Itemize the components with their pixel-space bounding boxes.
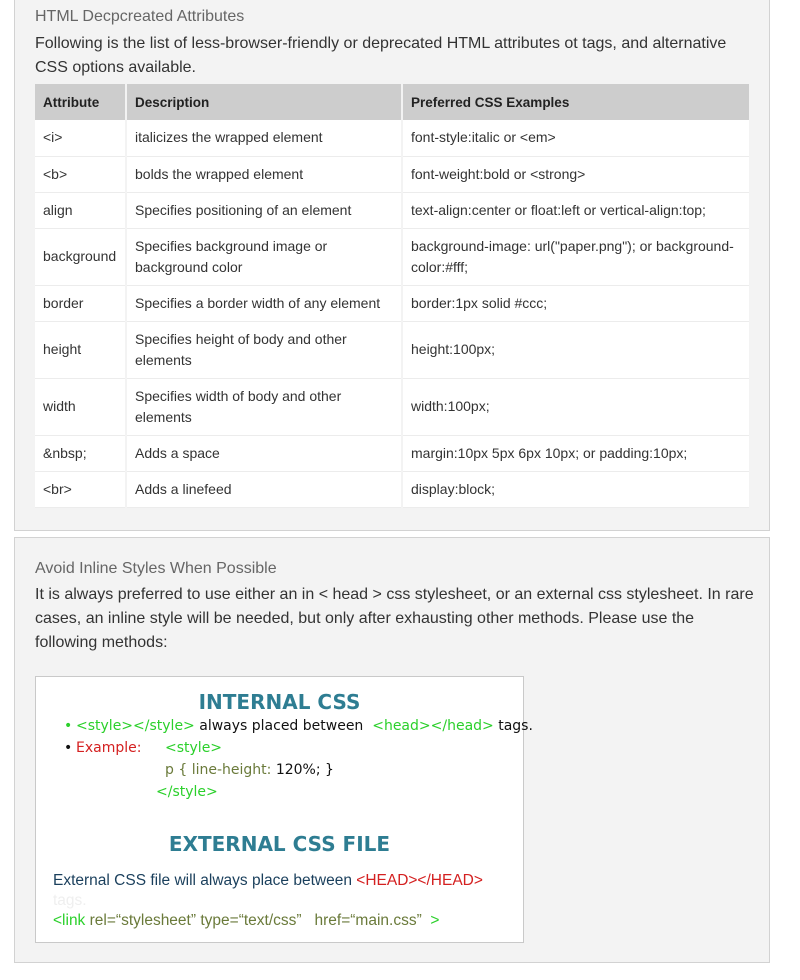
table-row [35, 156, 749, 192]
cell-css-example: width:100px; [402, 378, 749, 435]
cell-attribute: <b> [35, 156, 126, 192]
link-close: > [430, 912, 440, 929]
section-title: Avoid Inline Styles When Possible [35, 560, 277, 577]
cell-description: Specifies a border width of any element [126, 285, 402, 321]
section-intro: It is always preferred to use either an in < head > css stylesheet, or an external css stylesheet. In rare cases, an inline style will be needed, but only after exhausting other methods. Please use the following methods: [35, 586, 754, 651]
link-rel-value: “stylesheet” [115, 912, 197, 929]
cell-attribute: background [35, 228, 126, 285]
link-open: <link [53, 912, 86, 929]
external-text: External CSS file will always place between [53, 872, 352, 889]
column-header-attribute: Attribute [35, 84, 126, 120]
cell-description: Specifies width of body and other elements [126, 378, 402, 435]
bullet-text: always placed between [199, 718, 364, 734]
table-row [35, 228, 749, 285]
style-tag: <style></style> [76, 718, 195, 734]
external-description [53, 872, 483, 890]
section-intro: Following is the list of less-browser-friendly or deprecated HTML attributes ot tags, and alternative CSS options available. [35, 35, 727, 76]
cell-css-example: font-style:italic or <em> [402, 120, 749, 156]
table-row [35, 285, 749, 321]
cell-description: Specifies positioning of an element [126, 192, 402, 228]
cell-attribute: border [35, 285, 126, 321]
cell-attribute: <br> [35, 471, 126, 507]
table-row [35, 120, 749, 156]
cell-attribute: width [35, 378, 126, 435]
table-row [35, 192, 749, 228]
cell-css-example: text-align:center or float:left or vertical-align:top; [402, 192, 749, 228]
example-style-close: </style> [156, 784, 218, 800]
cell-css-example: margin:10px 5px 6px 10px; or padding:10px; [402, 435, 749, 471]
example-style-open: <style> [165, 740, 223, 756]
table-row [35, 378, 749, 435]
head-tag: <head></head> [372, 718, 494, 734]
example-property: line-height: [191, 762, 272, 778]
example-selector: p { [165, 762, 188, 778]
link-tag-example [53, 912, 439, 930]
cell-css-example: border:1px solid #ccc; [402, 285, 749, 321]
cell-attribute: align [35, 192, 126, 228]
bullet-icon: • [64, 718, 73, 734]
internal-css-heading: INTERNAL CSS [198, 690, 361, 714]
table-row [35, 435, 749, 471]
link-type-value: “text/css” [238, 912, 302, 929]
external-css-heading: EXTERNAL CSS FILE [168, 832, 391, 856]
cell-css-example: display:block; [402, 471, 749, 507]
column-header-preferred-css: Preferred CSS Examples [402, 84, 749, 120]
table-row [35, 321, 749, 378]
cell-css-example: background-image: url("paper.png"); or background-color:#fff; [402, 228, 749, 285]
example-label: Example: [76, 740, 142, 756]
deprecated-attributes-panel [14, 0, 770, 531]
internal-bullet [64, 718, 533, 734]
cell-description: Adds a linefeed [126, 471, 402, 507]
example-rule [165, 762, 334, 778]
attributes-table [35, 84, 749, 508]
cell-css-example: height:100px; [402, 321, 749, 378]
link-href-attr: href= [314, 912, 351, 929]
table-row [35, 471, 749, 507]
cell-description: Adds a space [126, 435, 402, 471]
css-methods-figure [35, 676, 533, 943]
cell-description: Specifies height of body and other elements [126, 321, 402, 378]
cell-description: bolds the wrapped element [126, 156, 402, 192]
table-header-row [35, 84, 749, 120]
cell-css-example: font-weight:bold or <strong> [402, 156, 749, 192]
column-header-description: Description [126, 84, 402, 120]
external-tags-word: tags. [53, 892, 87, 909]
bullet-end: tags. [498, 718, 533, 734]
inline-styles-panel [14, 537, 770, 963]
cell-attribute: <i> [35, 120, 126, 156]
cell-attribute: height [35, 321, 126, 378]
link-href-value: “main.css” [350, 912, 422, 929]
external-head-tag: <HEAD></HEAD> [356, 872, 483, 889]
example-close-brace: } [325, 762, 334, 778]
bullet-icon: • [64, 740, 73, 756]
cell-attribute: &nbsp; [35, 435, 126, 471]
cell-description: italicizes the wrapped element [126, 120, 402, 156]
example-line [64, 740, 141, 756]
cell-description: Specifies background image or background color [126, 228, 402, 285]
link-type-attr: type= [200, 912, 239, 929]
example-value: 120%; [275, 762, 321, 778]
section-title: HTML Decpcreated Attributes [35, 8, 245, 25]
link-rel-attr: rel= [89, 912, 116, 929]
